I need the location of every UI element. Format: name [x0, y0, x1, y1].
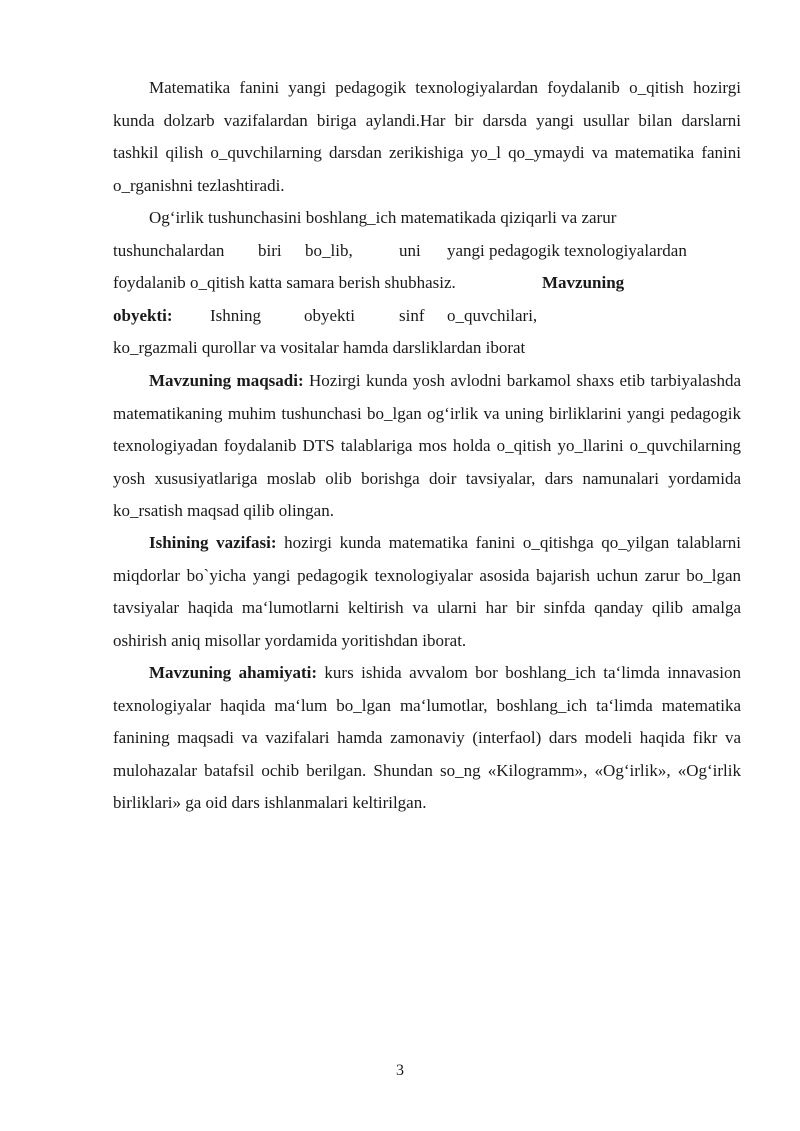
paragraph-importance — [113, 657, 741, 820]
line-1 — [113, 202, 741, 235]
paragraph-weight-concept — [113, 202, 741, 365]
importance-label: Mavzuning ahamiyati: — [149, 663, 317, 682]
line-2-word-4: uni — [399, 240, 421, 260]
task-text: hozirgi kunda matematika fanini o_qitishga qo_yilgan talablarni miqdorlar bo`yicha yangi pedagogik texnologiyalar asosida bajarish uchun zarur bo_lgan tavsiyalar haqida ma‘lumotlarni keltirish va ularni har bir sinfda qanday qilib amalga oshirish aniq misollar yordamida yoritishdan iborat. — [113, 533, 741, 650]
line-2-word-2: biri — [258, 240, 282, 260]
paragraph-task — [113, 527, 741, 657]
page-number: 3 — [396, 1062, 404, 1079]
goal-text: Hozirgi kunda yosh avlodni barkamol shaxs etib tarbiyalashda matematikaning muhim tushunchasi bo_lgan og‘irlik va uning birliklarini yangi pedagogik texnologiyadan foydalanib DTS talablariga mos holda o_qitish yo_llarini o_quvchilarning yosh xususiyatlariga moslab olib borishga doir tavsiyalar, dars namunalari yordamida ko_rsatish maqsad qilib olingan. — [113, 371, 741, 520]
line-3 — [113, 267, 741, 300]
line-4 — [113, 300, 741, 333]
line-2-word-3: bo_lib, — [305, 240, 353, 260]
line-1-text: Og‘irlik tushunchasini boshlang_ich matematikada qiziqarli va zarur — [149, 208, 617, 227]
task-label: Ishining vazifasi: — [149, 533, 277, 552]
importance-text: kurs ishida avvalom bor boshlang_ich ta‘limda innavasion texnologiyalar haqida ma‘lum bo_lgan ma‘lumotlar, boshlang_ich ta‘limda matematika fanining maqsadi va vazifalari hamda zamonaviy (interfaol) dars modeli haqida fikr va mulohazalar batafsil ochib berilgan. Shundan so_ng «Kilogramm», «Og‘irlik», «Og‘irlik birliklari» ga oid dars ishlanmalari keltirilgan. — [113, 663, 741, 812]
paragraph-intro: Matematika fanini yangi pedagogik texnologiyalardan foydalanib o_qitish hozirgi kunda dolzarb vazifalardan biriga aylandi.Har bir darsda yangi usullar bilan darslarni tashkil qilish o_quvchilarning darsdan zerikishiga yo_l qo_ymaydi va matematika fanini o_rganishni tezlashtiradi. — [113, 78, 741, 195]
line-4-word-1: Ishning — [210, 305, 261, 325]
line-4-word-3: sinf — [399, 305, 425, 325]
line-4-word-2: obyekti — [304, 305, 355, 325]
line-5-text: ko_rgazmali qurollar va vositalar hamda darsliklardan iborat — [113, 338, 526, 357]
goal-label: Mavzuning maqsadi: — [149, 371, 304, 390]
line-5 — [113, 332, 741, 365]
line-2 — [113, 235, 741, 268]
line-2-word-5: yangi pedagogik texnologiyalardan — [447, 240, 687, 260]
subject-heading: Mavzuning — [542, 273, 625, 292]
line-2-word-1: tushunchalardan — [113, 240, 225, 260]
line-4-word-4: o_quvchilari, — [447, 305, 538, 325]
object-label: obyekti: — [113, 305, 173, 325]
line-3-text: foydalanib o_qitish katta samara berish shubhasiz. — [113, 273, 456, 292]
paragraph-goal — [113, 365, 741, 528]
